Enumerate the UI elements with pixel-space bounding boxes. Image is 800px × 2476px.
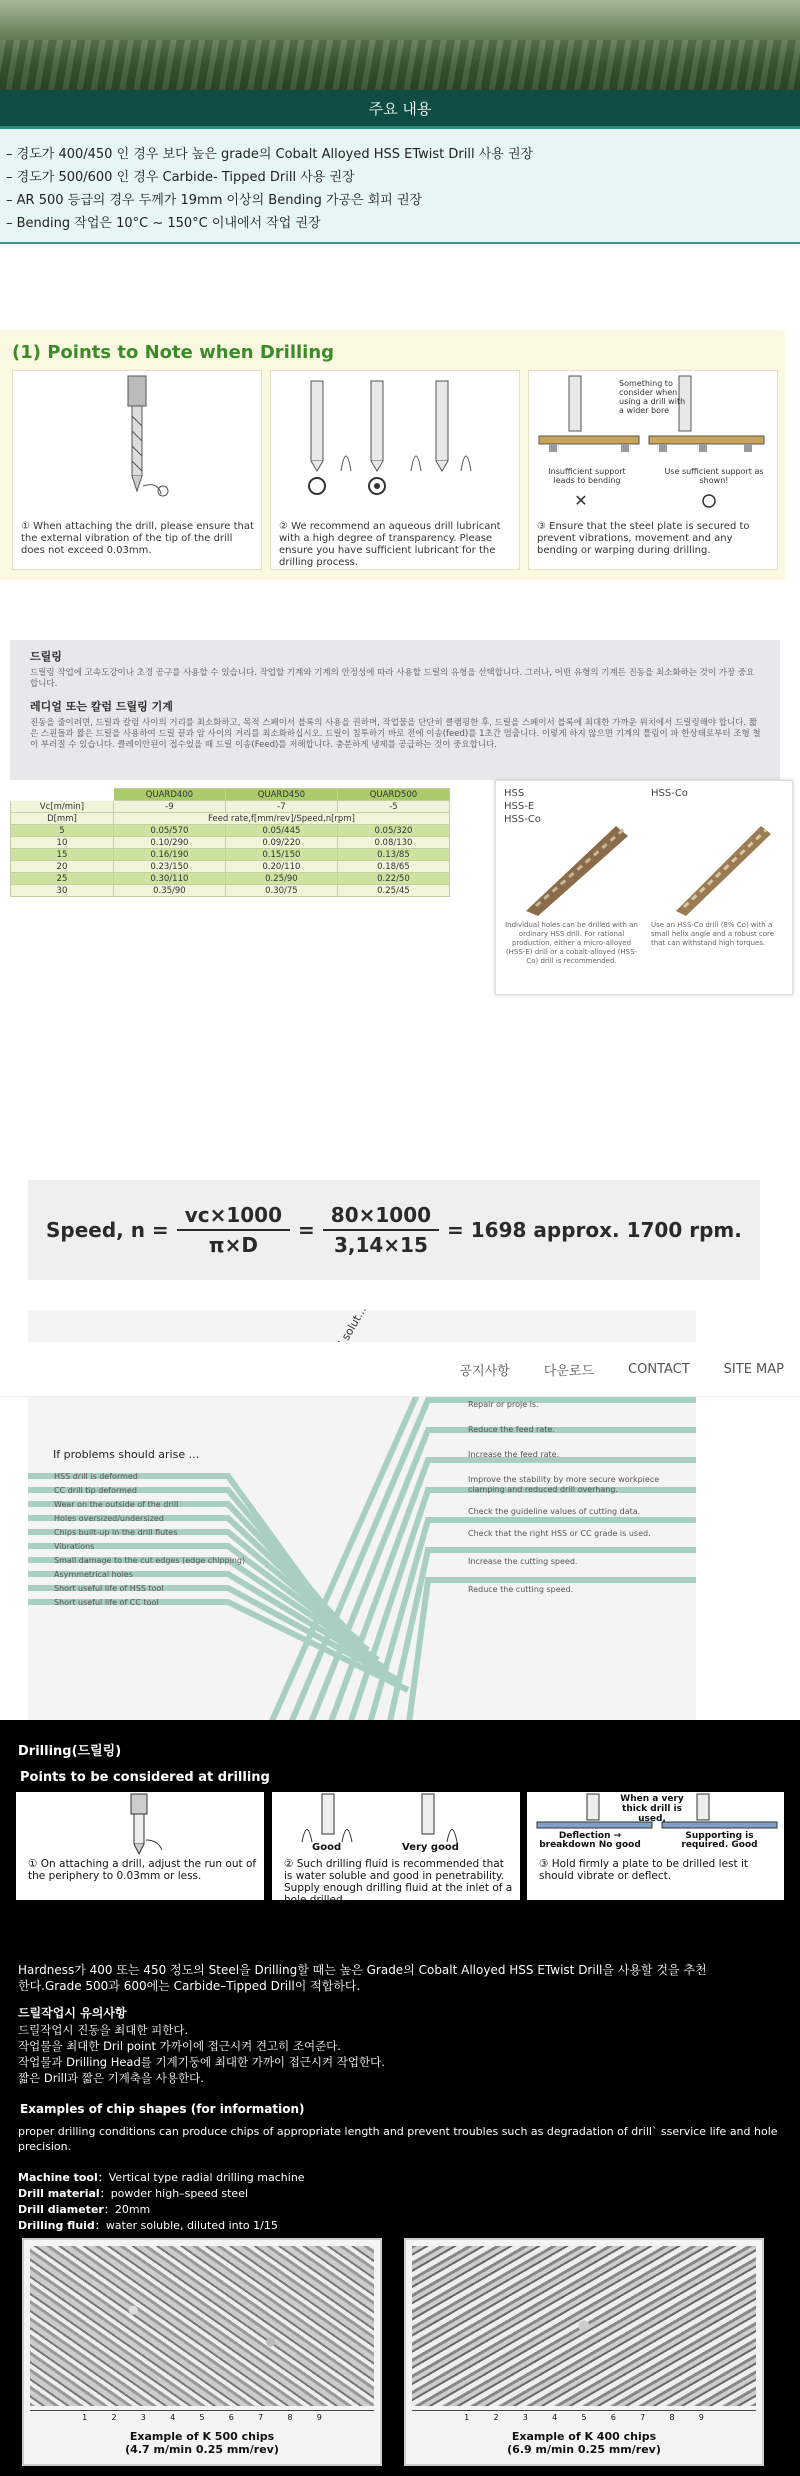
ruler-mark: 3	[140, 2413, 146, 2422]
speed-label: Speed, n =	[46, 1218, 169, 1242]
svg-text:✕: ✕	[574, 491, 588, 510]
ruler-mark: 8	[669, 2413, 675, 2422]
table-row	[11, 813, 450, 825]
chip-photo	[412, 2246, 756, 2406]
drill-photo-panel	[495, 780, 793, 995]
drill-bits-image	[506, 821, 786, 916]
table-row	[11, 825, 450, 837]
fraction-numerator: vc×1000	[177, 1203, 290, 1231]
solution-item: Check the guideline values of cutting data.	[468, 1507, 641, 1516]
very-good-label: Very good	[402, 1842, 459, 1853]
point-caption: ③ Ensure that the steel plate is secured to prevent vibrations, movement and any bending or warping during drilling.	[537, 521, 750, 556]
table-cell: 0.08/130	[337, 837, 449, 849]
ruler-mark: 9	[316, 2413, 322, 2422]
drill-fluid-icon	[272, 1792, 520, 1858]
nav-notice[interactable]: 공지사항	[459, 1363, 510, 1379]
note-item: – 경도가 500/600 인 경우 Carbide- Tipped Drill 사용 권장	[6, 170, 355, 185]
table-cell: 0.10/290	[113, 837, 225, 849]
nav-contact[interactable]: CONTACT	[628, 1361, 690, 1377]
table-cell: 0.05/570	[113, 825, 225, 837]
solution-item: Reduce the feed rate.	[468, 1425, 555, 1434]
point-card-1	[12, 370, 262, 570]
chip-caption-line: (6.9 m/min 0.25 mm/rev)	[507, 2443, 661, 2456]
point-caption: ② We recommend an aqueous drill lubricant with a high degree of transparency. Please ensure you have sufficient lubricant for the drilling process.	[279, 521, 501, 568]
chip-caption-line: (4.7 m/min 0.25 mm/rev)	[125, 2443, 279, 2456]
table-cell: -7	[225, 801, 337, 813]
ruler-mark: 3	[522, 2413, 528, 2422]
table-cell: 0.13/85	[337, 849, 449, 861]
drill-runout-icon	[16, 1792, 264, 1858]
table-cell: 0.25/45	[337, 885, 449, 897]
table-row	[11, 873, 450, 885]
point-caption: ① When attaching the drill, please ensure that the external vibration of the tip of the drill does not exceed 0.03mm.	[21, 521, 254, 556]
points-to-note-panel	[0, 330, 785, 580]
table-cell: 0.20/110	[225, 861, 337, 873]
ruler-mark: 5	[199, 2413, 205, 2422]
ruler-mark: 7	[640, 2413, 646, 2422]
ruler-mark: 1	[464, 2413, 470, 2422]
ruler	[412, 2410, 756, 2426]
table-cell: Feed rate,f[mm/rev]/Speed,n[rpm]	[113, 813, 449, 825]
problem-item: Small damage to the cut edges (edge chipping)	[54, 1556, 246, 1565]
table-cell: 0.35/90	[113, 885, 225, 897]
table-cell: 0.05/445	[225, 825, 337, 837]
note-item: – 경도가 400/450 인 경우 보다 높은 grade의 Cobalt Alloyed HSS ETwist Drill 사용 권장	[6, 147, 534, 162]
notes-list	[0, 126, 800, 244]
korean-drilling-text	[10, 640, 780, 780]
solution-item: Repair or proje is.	[468, 1400, 539, 1409]
caution-list	[18, 2022, 385, 2086]
section-title-bar	[0, 90, 800, 126]
chip-caption	[406, 2430, 762, 2456]
chip-caption-line: Example of K 500 chips	[129, 2430, 275, 2443]
ruler-mark: 8	[287, 2413, 293, 2422]
spec-key: Drill material：	[18, 2187, 111, 2200]
table-cell: Vc[m/min]	[11, 801, 114, 813]
solution-item: Reduce the cutting speed.	[468, 1585, 574, 1594]
caution-item: 드릴작업시 진동을 최대한 피한다.	[18, 2023, 189, 2037]
black-title: Drilling(드릴링)	[18, 1744, 122, 1759]
fraction-denominator: 3,14×15	[333, 1233, 428, 1257]
photo-caption-left: Individual holes can be drilled with an ordinary HSS drill. For rational production, either a micro-alloyed (HSS-E) drill or a cobalt-alloyed (HSS-Co) drill is recommended.	[505, 921, 638, 965]
caution-item: 작업물과 Drilling Head를 기계기둥에 최대한 가까이 접근시켜 작업한다.	[18, 2055, 385, 2069]
ruler-mark: 6	[228, 2413, 234, 2422]
spec-row	[18, 2218, 305, 2234]
chip-example-k400	[404, 2238, 764, 2466]
table-cell: 0.15/150	[225, 849, 337, 861]
chip-shapes-desc: proper drilling conditions can produce chips of appropriate length and prevent troubles such as degradation of drill` sservice life and hole precision.	[18, 2125, 778, 2153]
fraction-numerator: 80×1000	[323, 1203, 439, 1231]
table-cell: 0.09/220	[225, 837, 337, 849]
table-cell: 0.30/110	[113, 873, 225, 885]
thick-drill-note: When a very thick drill is used,	[620, 1794, 684, 1824]
problem-item: Asymmetrical holes	[54, 1570, 133, 1579]
spec-value: Vertical type radial drilling machine	[108, 2171, 305, 2184]
support-label-good: Use sufficient support as shown!	[664, 467, 764, 485]
nav-download[interactable]: 다운로드	[543, 1363, 595, 1379]
chip-photo	[30, 2246, 374, 2406]
black-card-3	[527, 1792, 784, 1900]
table-cell: 25	[11, 873, 114, 885]
black-card-caption: ② Such drilling fluid is recommended that is water soluble and good in penetrability. Supply enough drilling fluid at the inlet of a hole drilled.	[284, 1858, 513, 1906]
photo-label-left: HSS HSS-E HSS-Co	[504, 788, 541, 825]
problem-item: Short useful life of CC tool	[54, 1598, 159, 1607]
table-cell: 10	[11, 837, 114, 849]
spec-row	[18, 2170, 305, 2186]
problem-item: CC drill tip deformed	[54, 1486, 137, 1495]
korean-heading-2: 레디얼 또는 칼럼 드릴링 기계	[30, 700, 173, 713]
table-cell: 0.22/50	[337, 873, 449, 885]
table-cell: 30	[11, 885, 114, 897]
photo-caption-right: Use an HSS-Co drill (8% Co) with a small helix angle and a robust core that can withstand high torques.	[651, 921, 775, 947]
chip-shapes-title: Examples of chip shapes (for information)	[20, 2102, 305, 2116]
good-label: Good	[312, 1842, 342, 1853]
table-header: QUARD500	[337, 789, 449, 801]
ruler-mark: 9	[698, 2413, 704, 2422]
table-cell: 0.05/320	[337, 825, 449, 837]
table-cell: 0.16/190	[113, 849, 225, 861]
solution-item: Increase the feed rate.	[468, 1450, 560, 1459]
support-note: Something to consider when using a drill with a wider bore	[619, 379, 686, 415]
chip-caption-line: Example of K 400 chips	[511, 2430, 657, 2443]
table-row	[11, 849, 450, 861]
chip-example-k500	[22, 2238, 382, 2466]
table-cell: 0.18/65	[337, 861, 449, 873]
spec-value: 20mm	[114, 2203, 151, 2216]
table-header	[11, 789, 114, 801]
hero-landscape-image	[0, 0, 800, 90]
machine-specs	[18, 2170, 305, 2234]
note-item: – AR 500 등급의 경우 두께가 19mm 이상의 Bending 가공은 회피 권장	[6, 193, 423, 208]
caution-item: 작업물을 최대한 Dril point 가까이에 접근시켜 견고히 조여준다.	[18, 2039, 341, 2053]
ruler-mark: 6	[610, 2413, 616, 2422]
korean-paragraph-1: 드릴링 작업에 고속도강이나 초경 공구를 사용할 수 있습니다. 작업할 기계와 기계의 안정성에 따라 사용할 드릴의 유형을 선택합니다. 그러나, 어떤 유형의 기계든 진동을 최소화하는 것이 가장 중요합니다.	[30, 668, 755, 689]
table-cell: 15	[11, 849, 114, 861]
ruler-mark: 7	[258, 2413, 264, 2422]
table-cell: -9	[113, 801, 225, 813]
table-row	[11, 801, 450, 813]
hardness-paragraph: Hardness가 400 또는 450 정도의 Steel을 Drilling할 때는 높은 Grade의 Cobalt Alloyed HSS ETwist Drill을 사용할 것을 추천한다.Grade 500과 600에는 Carbide–Tipped Drill이 적합하다.	[18, 1963, 707, 1993]
solution-item: Increase the cutting speed.	[468, 1557, 578, 1566]
caution-title: 드릴작업시 유의사항	[18, 2006, 127, 2020]
table-cell: 0.25/90	[225, 873, 337, 885]
speed-formula	[28, 1180, 760, 1280]
chip-caption	[24, 2430, 380, 2456]
nav-sitemap[interactable]: SITE MAP	[723, 1361, 784, 1377]
spec-key: Machine tool：	[18, 2171, 109, 2184]
ruler-mark: 5	[581, 2413, 587, 2422]
equals-sign: =	[298, 1218, 315, 1242]
table-header: QUARD400	[113, 789, 225, 801]
korean-heading-1: 드릴링	[30, 650, 62, 663]
cutting-data-table	[10, 788, 450, 897]
drill-runout-icon	[13, 371, 263, 521]
problem-item: Holes oversized/undersized	[54, 1514, 164, 1523]
top-nav	[0, 1342, 800, 1397]
table-cell: 0.30/75	[225, 885, 337, 897]
table-row	[11, 861, 450, 873]
problem-item: Chips built-up in the drill flutes	[54, 1528, 178, 1537]
caution-item: 짧은 Drill과 짧은 기계축을 사용한다.	[18, 2071, 204, 2085]
photo-label-right: HSS-Co	[651, 788, 688, 799]
ruler	[30, 2410, 374, 2426]
points-considered-title: Points to be considered at drilling	[20, 1770, 270, 1785]
table-cell: -5	[337, 801, 449, 813]
trouble-title: If problems should arise ...	[53, 1448, 200, 1461]
table-cell: 5	[11, 825, 114, 837]
table-header-row	[11, 789, 450, 801]
table-row	[11, 837, 450, 849]
table-cell: 20	[11, 861, 114, 873]
ruler-mark: 4	[552, 2413, 558, 2422]
problem-list	[54, 1470, 245, 1610]
section-title: 주요 내용	[368, 99, 432, 118]
solution-list	[468, 1400, 678, 1610]
black-card-caption: ③ Hold firmly a plate to be drilled lest it should vibrate or deflect.	[539, 1858, 749, 1882]
ruler-mark: 2	[493, 2413, 499, 2422]
black-card-2	[272, 1792, 520, 1906]
formula-fraction-2	[323, 1203, 439, 1257]
fraction-denominator: π×D	[208, 1233, 258, 1257]
ruler-mark: 4	[170, 2413, 176, 2422]
formula-fraction-1	[177, 1203, 290, 1257]
spec-value: powder high–speed steel	[110, 2187, 249, 2200]
solution-item: Check that the right HSS or CC grade is used.	[468, 1529, 651, 1538]
spec-key: Drilling fluid：	[18, 2219, 106, 2232]
spec-row	[18, 2186, 305, 2202]
speed-result: = 1698 approx. 1700 rpm.	[447, 1218, 742, 1242]
points-title: (1) Points to Note when Drilling	[12, 342, 335, 363]
problem-item: HSS drill is deformed	[54, 1472, 138, 1481]
note-item: – Bending 작업은 10°C ~ 150°C 이내에서 작업 권장	[6, 216, 321, 231]
table-cell: D[mm]	[11, 813, 114, 825]
point-card-2	[270, 370, 520, 570]
black-card-caption: ① On attaching a drill, adjust the run out of the periphery to 0.03mm or less.	[28, 1858, 257, 1882]
table-row	[11, 885, 450, 897]
solution-item: Improve the stability by more secure workpiece clamping and reduced drill overhang.	[468, 1475, 660, 1494]
korean-paragraph-2: 진동을 줄이려면, 드릴과 칼럼 사이의 거리를 최소화하고, 목적 스페이서 블록의 사용을 권하며, 작업물을 단단히 클램핑한 후, 드릴을 스페이서 블록에 최대한 가까운 위치에서 드릴링해야 합니다. 짧은 스핀들과 짧은 드릴을 사용하여 드릴 끝과 암 사이의 거리를 최소화하십시오. 드릴이 침투하기 바로 전에 이송(feed)를 1초간 멈춥니다. 이렇게 하지 않으면 기계의 틀림이 파 한상태로부터 조형 철이 부러질 수 있습니다. 클레이안된이 접수었을 때 드릴 이송(Feed)를 저해합니다. 충분하게 냉제를 공급하는 것이 중요합니다.	[30, 718, 761, 750]
ruler-mark: 1	[82, 2413, 88, 2422]
supporting-label: Supporting is required. Good	[681, 1831, 758, 1850]
spec-key: Drill diameter：	[18, 2203, 115, 2216]
support-label-bad: Insufficient support leads to bending	[548, 467, 626, 485]
problem-item: Vibrations	[54, 1542, 95, 1551]
point-card-3	[528, 370, 778, 570]
spec-value: water soluble, diluted into 1/15	[105, 2219, 278, 2232]
table-header: QUARD450	[225, 789, 337, 801]
problem-item: Wear on the outside of the drill	[54, 1500, 179, 1509]
ruler-mark: 2	[111, 2413, 117, 2422]
deflection-label: Deflection → breakdown No good	[539, 1831, 641, 1850]
drill-lubricant-icon	[271, 371, 521, 521]
spec-row	[18, 2202, 305, 2218]
problem-item: Short useful life of HSS tool	[54, 1584, 164, 1593]
table-cell: 0.23/150	[113, 861, 225, 873]
black-card-1	[16, 1792, 264, 1900]
